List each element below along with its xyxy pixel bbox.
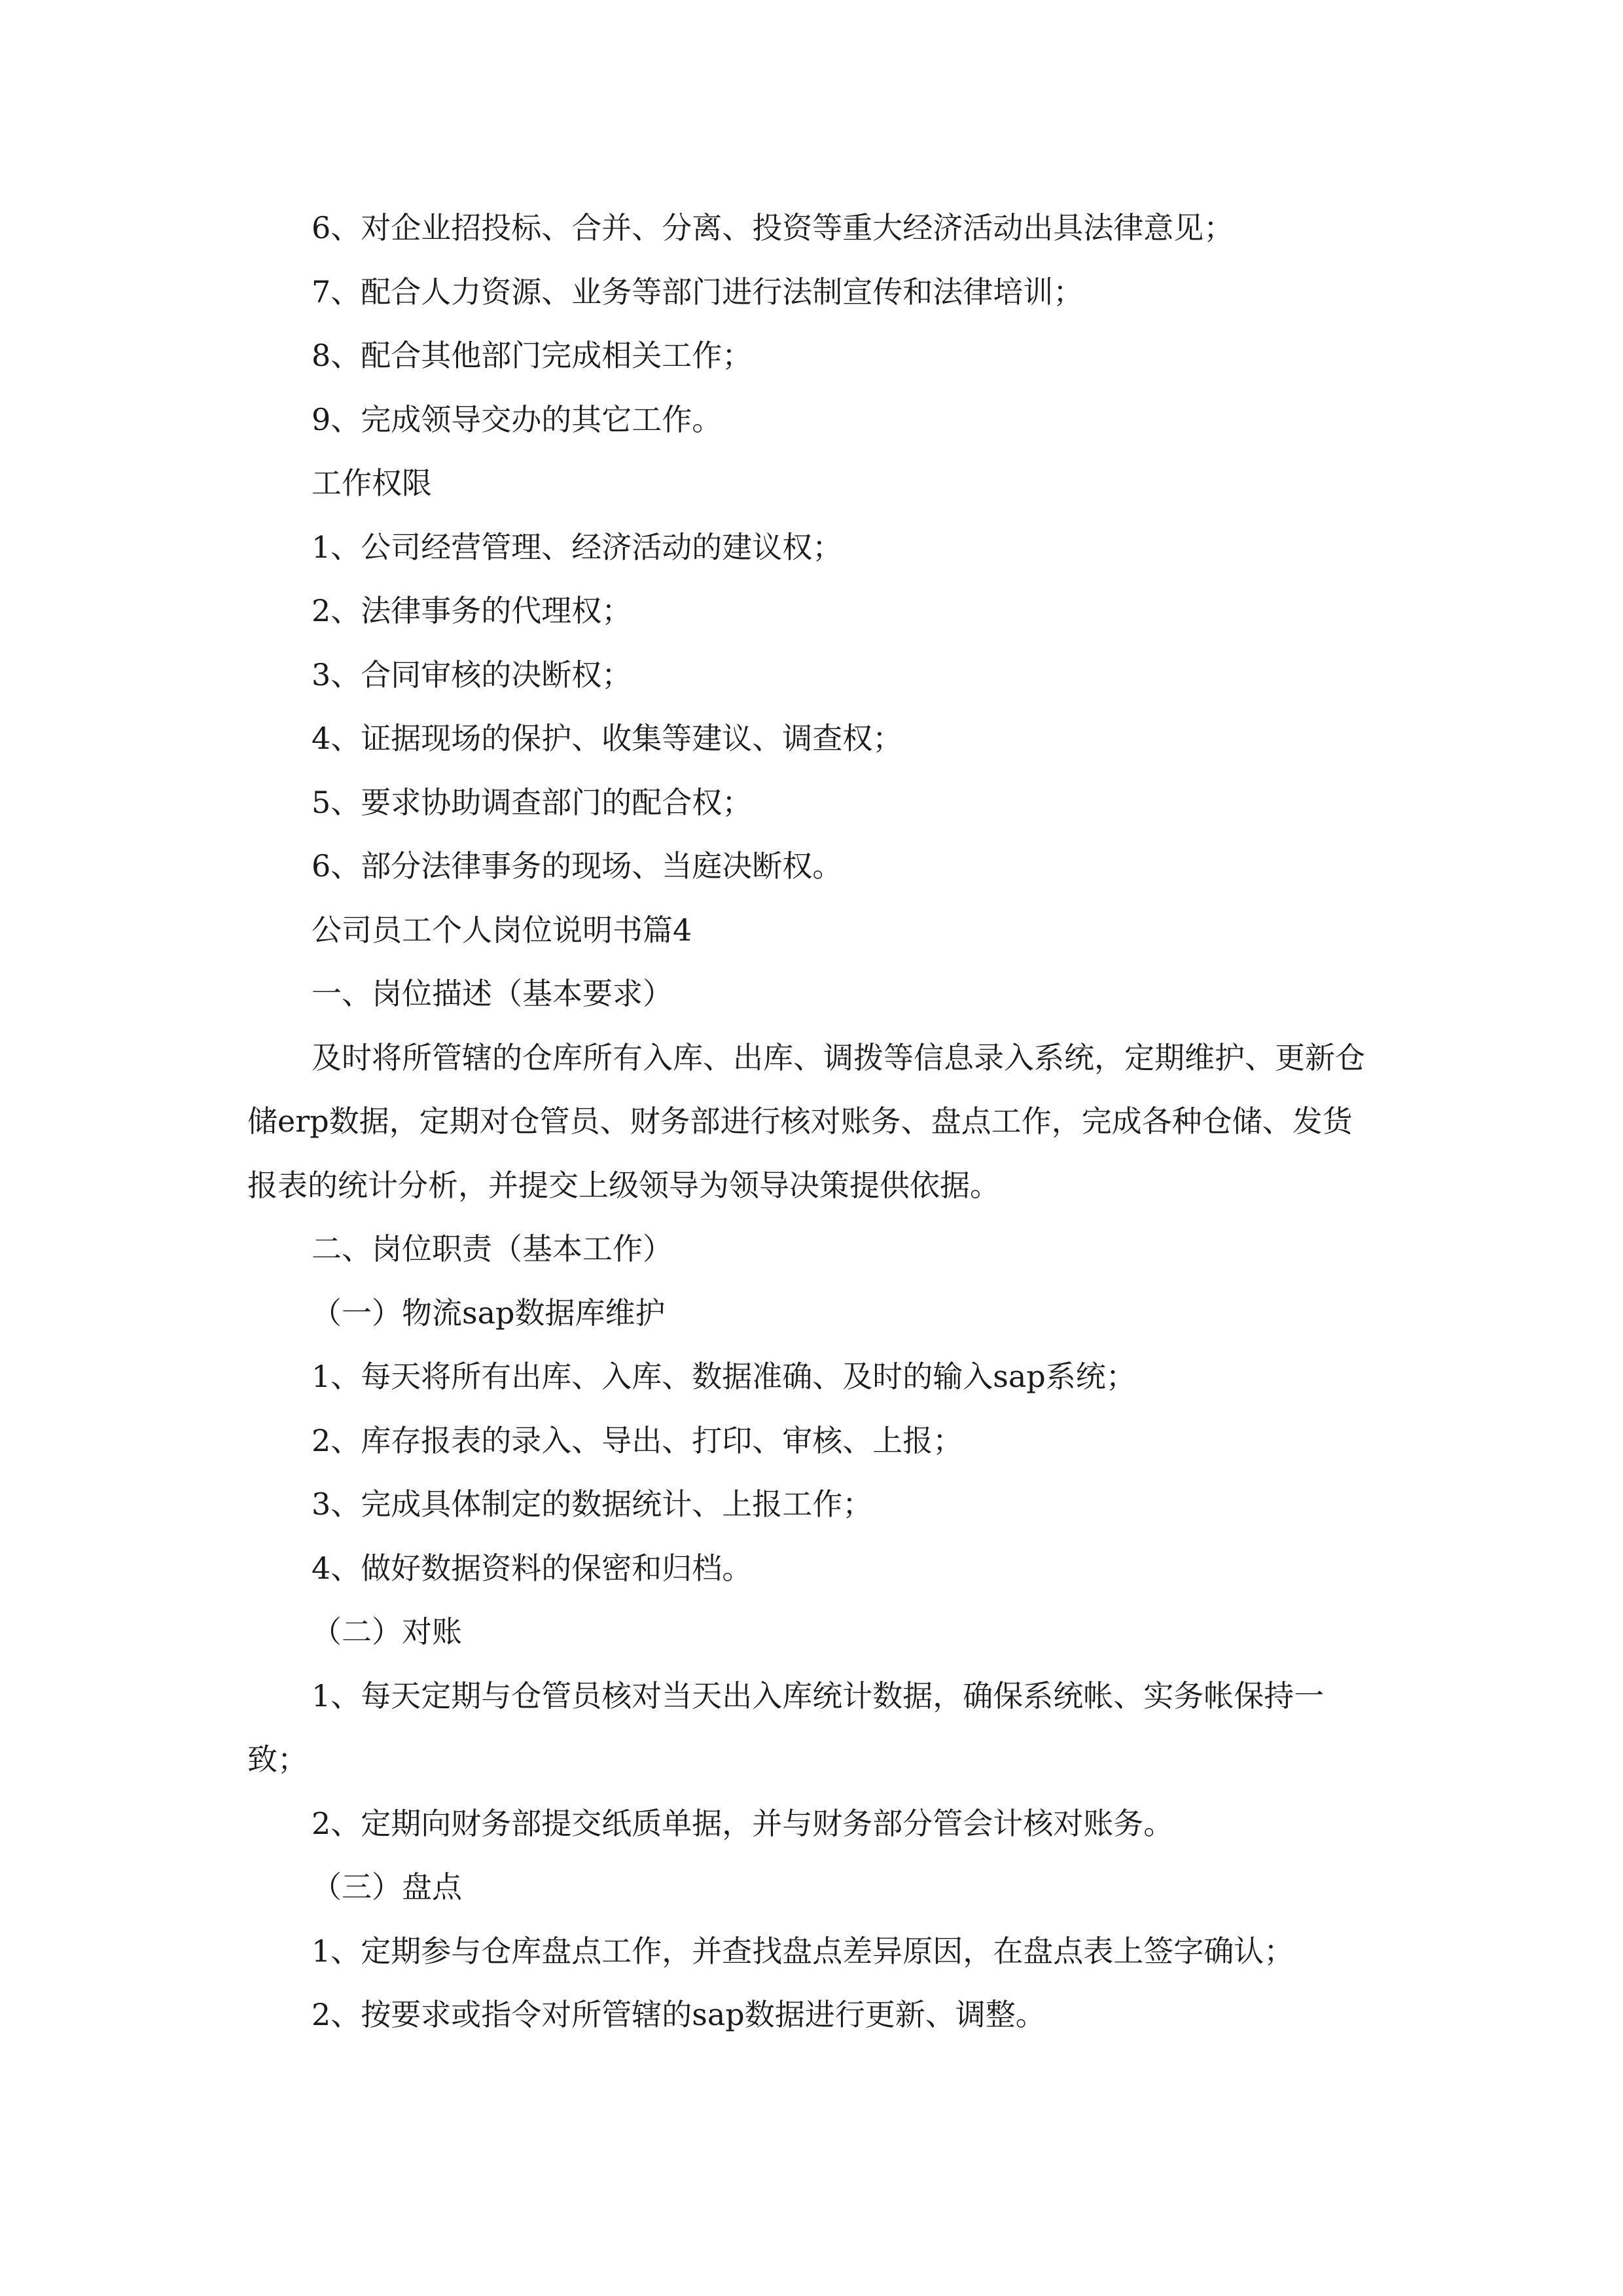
paragraph-inventory-1: 1、定期参与仓库盘点工作，并查找盘点差异原因，在盘点表上签字确认； xyxy=(312,1933,1294,1969)
paragraph-authority-5: 5、要求协助调查部门的配合权； xyxy=(312,784,753,820)
document-body xyxy=(247,196,1380,2047)
paragraph-inventory-2: 2、按要求或指令对所管辖的sap数据进行更新、调整。 xyxy=(312,1997,1046,2032)
paragraph-authority-4: 4、证据现场的保护、收集等建议、调查权； xyxy=(312,721,903,756)
paragraph-duty-8: 8、配合其他部门完成相关工作； xyxy=(312,338,753,373)
paragraph-authority-1: 1、公司经营管理、经济活动的建议权； xyxy=(312,529,843,565)
paragraph-sap-2: 2、库存报表的录入、导出、打印、审核、上报； xyxy=(312,1422,963,1458)
paragraph-sap-4: 4、做好数据资料的保密和归档。 xyxy=(312,1550,753,1586)
section-heading-description: 一、岗位描述（基本要求） xyxy=(312,976,673,1011)
article-title: 公司员工个人岗位说明书篇4 xyxy=(312,912,692,948)
paragraph-duty-9: 9、完成领导交办的其它工作。 xyxy=(312,401,722,437)
paragraph-sap-3: 3、完成具体制定的数据统计、上报工作； xyxy=(312,1486,873,1522)
section-heading-authority: 工作权限 xyxy=(312,465,432,501)
subheading-inventory-count: （三）盘点 xyxy=(312,1869,462,1905)
paragraph-sap-1: 1、每天将所有出库、入库、数据准确、及时的输入sap系统； xyxy=(312,1359,1136,1394)
paragraph-duty-7: 7、配合人力资源、业务等部门进行法制宣传和法律培训； xyxy=(312,274,1084,310)
paragraph-reconciliation-2: 2、定期向财务部提交纸质单据，并与财务部分管会计核对账务。 xyxy=(312,1805,1174,1841)
subheading-reconciliation: （二）对账 xyxy=(312,1614,462,1649)
subheading-sap-maintenance: （一）物流sap数据库维护 xyxy=(312,1295,666,1331)
paragraph-duty-6: 6、对企业招投标、合并、分离、投资等重大经济活动出具法律意见； xyxy=(312,210,1234,245)
paragraph-authority-6: 6、部分法律事务的现场、当庭决断权。 xyxy=(312,848,843,884)
paragraph-authority-2: 2、法律事务的代理权； xyxy=(312,593,632,628)
paragraph-authority-3: 3、合同审核的决断权； xyxy=(312,656,632,692)
section-heading-responsibilities: 二、岗位职责（基本工作） xyxy=(312,1231,673,1266)
paragraph-description: 及时将所管辖的仓库所有入库、出库、调拨等信息录入系统，定期维护、更新仓储erp数据，定期对仓管员、财务部进行核对账务、盘点工作，完成各种仓储、发货报表的统计分析，并提交上级领导为领导决策提供依据。 xyxy=(247,1039,1365,1203)
paragraph-reconciliation-1: 1、每天定期与仓管员核对当天出入库统计数据，确保系统帐、实务帐保持一致； xyxy=(247,1677,1325,1777)
